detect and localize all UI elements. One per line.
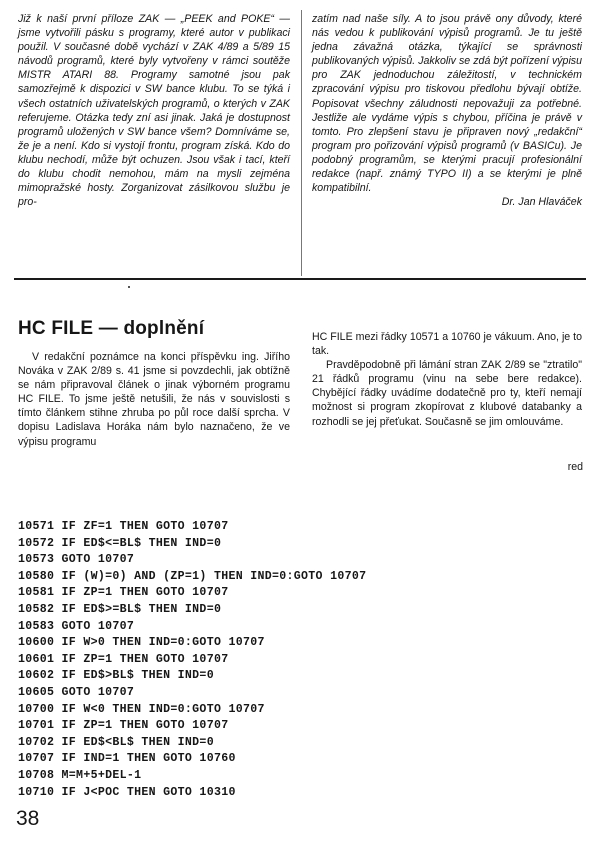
article-paragraph-3: Pravděpodobně při lámání stran ZAK 2/89 se "ztratilo" 21 řádků programu (vinu na sebe bere redakce). Chybějící řádky uvádíme dodatečně pro ty, kteří nemají možnost si program zkopírovat z klubové databanky a rozhodli se jej přeťukat. Současně se jim omlouváme.: [312, 359, 582, 428]
code-line: 10701 IF ZP=1 THEN GOTO 10707: [18, 719, 229, 733]
editorial-signature: Dr. Jan Hlaváček: [501, 196, 582, 209]
code-line: 10581 IF ZP=1 THEN GOTO 10707: [18, 586, 229, 600]
code-line: 10571 IF ZF=1 THEN GOTO 10707: [18, 520, 229, 533]
article-right-column: [312, 330, 582, 429]
code-line: 10602 IF ED$>BL$ THEN IND=0: [18, 669, 214, 683]
code-line: 10583 GOTO 10707: [18, 619, 135, 633]
code-line: 10702 IF ED$<BL$ THEN IND=0: [18, 735, 214, 749]
section-divider: [14, 278, 586, 280]
code-line: 10708 M=M+5+DEL-1: [18, 768, 142, 782]
article-paragraph-1: V redakční poznámce na konci příspěvku ing. Jiřího Nováka v ZAK 2/89 s. 41 jsme si povzdechli, jak obtížně se nám připravoval článek o jinak výborném programu HC FILE. To jsme ještě netušili, že nás v souvislosti s tímto článkem stihne zhruba po půl roce další sprcha. V dopisu Ladislava Horáka nám bylo naznačeno, že ve výpisu programu: [18, 351, 290, 448]
code-line: 10582 IF ED$>=BL$ THEN IND=0: [18, 602, 222, 616]
editorial-right-column: [312, 12, 582, 209]
article-title: HC FILE — doplnění: [18, 318, 205, 339]
editorial-text-right: zatím nad naše síly. A to jsou právě ony důvody, které nás vedou k publikování výpisů programů. Je tu ještě jedna závažná otázka, týkající se správnosti publikovaných výpisů. Jakkoliv se zdá být pořízení výpisu pro ZAK jednoduchou záležitostí, v technickém zpracování výpisu pro tiskovou předlohu bývají obtíže. Popisovat všechny záludnosti nepovažuji za potřebné. Jestliže ale vydáme výpis s chybou, příčina je právě v tomto. Pro zlepšení stavu je připraven nový „redakční“ program pro pořizování výpisů programů (v BASICu). Je podobný programům, se kterými pracují profesionální redakce (např. známý TYPO II) a se kterými je plně kompatibilní.: [312, 13, 582, 195]
code-line: 10580 IF (W)=0) AND (ZP=1) THEN IND=0:GOTO 10707: [18, 569, 367, 583]
code-line: 10601 IF ZP=1 THEN GOTO 10707: [18, 652, 229, 666]
article-paragraph-2: HC FILE mezi řádky 10571 a 10760 je vákuum. Ano, je to tak.: [312, 331, 582, 358]
code-line: 10600 IF W>0 THEN IND=0:GOTO 10707: [18, 636, 265, 650]
column-separator: [301, 10, 302, 276]
page-number: 38: [16, 807, 40, 830]
code-line: 10700 IF W<0 THEN IND=0:GOTO 10707: [18, 702, 265, 716]
code-line: 10707 IF IND=1 THEN GOTO 10760: [18, 752, 236, 766]
editorial-left-column: [18, 12, 290, 209]
article-left-column: [18, 350, 290, 449]
code-line: 10710 IF J<POC THEN GOTO 10310: [18, 785, 236, 799]
print-mark: [128, 286, 130, 288]
editorial-text-left: Již k naší první příloze ZAK — „PEEK and POKE“ — jsme vytvořili pásku s programy, které autor v publikaci použil. V současné době vychází v ZAK 4/89 a 5/89 15 návodů programů, které byly vytvořeny v rámci soutěže MISTR ATARI 88. Programy samotné jsou pak samozřejmě k dispozici v SW bance klubu. To se týká i všech ostatních uživatelských programů, o kterých v ZAK referujeme. Otázka tedy zní asi jinak. Jaká je dostupnost programů uložených v SW bance všem? Domníváme se, že je a není. Kdo si vystojí frontu, program získá. Kdo do klubu nechodí, může být ochuzen. Jsou však i tací, kteří do klubu chodit nemohou, mám na mysli zejména mimopražské hosty. Zorganizovat zásilkovou službu je pro-: [18, 13, 290, 209]
article-signature: red: [567, 461, 583, 473]
code-line: 10605 GOTO 10707: [18, 685, 135, 699]
code-line: 10573 GOTO 10707: [18, 553, 135, 567]
code-line: 10572 IF ED$<=BL$ THEN IND=0: [18, 536, 222, 550]
basic-code-listing: [18, 519, 366, 801]
